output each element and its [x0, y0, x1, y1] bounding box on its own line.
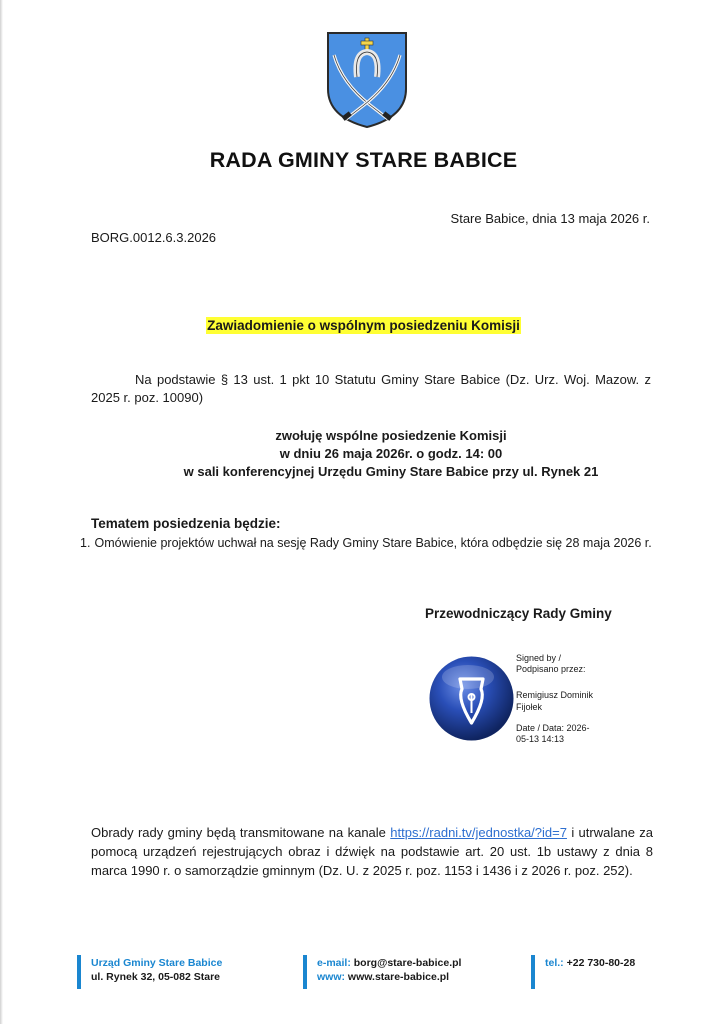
chairman-title: Przewodniczący Rady Gminy	[425, 606, 612, 621]
footer-divider	[77, 955, 81, 989]
reference-number: BORG.0012.6.3.2026	[91, 230, 217, 245]
digital-signature-info	[516, 653, 626, 745]
list-item	[80, 536, 680, 550]
subject-heading	[0, 318, 727, 333]
list-item-number: 1.	[80, 536, 91, 550]
convene-date-line: w dniu 26 maja 2026r. o godz. 14: 00	[279, 446, 503, 461]
coat-of-arms-icon	[326, 31, 408, 129]
footer-contact	[317, 956, 461, 984]
broadcast-text-end: i utrwalane za pomocą urządzeń rejestrujących obraz i dźwięk na podstawie art. 20 ust. 1b ustawy z dnia 8 marca 1990 r. o samorządzie gminnym (Dz. U. z 2025 r. poz. 1153 i 1436 i z 2026 r. poz. 252).	[91, 825, 653, 878]
signature-date-value: 05-13 14:13	[516, 734, 565, 745]
tel-label: tel.:	[545, 957, 564, 969]
signed-by-label: Signed by /	[516, 653, 562, 663]
www-label: www:	[317, 971, 345, 983]
convene-location-line: w sali konferencyjnej Urzędu Gminy Stare Babice przy ul. Rynek 21	[183, 464, 599, 479]
office-name: Urząd Gminy Stare Babice	[91, 957, 223, 969]
list-item-text: Omówienie projektów uchwał na sesję Rady Gminy Stare Babice, która odbędzie się 28 maja 2026 r.	[94, 536, 652, 550]
broadcast-text-start: Obrady rady gminy będą transmitowane na kanale	[91, 825, 391, 840]
broadcast-notice	[91, 823, 653, 880]
council-title: RADA GMINY STARE BABICE	[209, 148, 518, 172]
signature-date-label: Date / Data: 2026-	[516, 722, 590, 733]
topic-heading: Tematem posiedzenia będzie:	[91, 516, 281, 531]
legal-basis-paragraph: Na podstawie § 13 ust. 1 pkt 10 Statutu Gminy Stare Babice (Dz. Urz. Woj. Mazow. z 2025 r. poz. 10090)	[91, 372, 651, 405]
email-value[interactable]: borg@stare-babice.pl	[353, 957, 462, 969]
www-value[interactable]: www.stare-babice.pl	[347, 971, 450, 983]
convene-line: zwołuję wspólne posiedzenie Komisji	[275, 428, 507, 443]
email-label: e-mail:	[317, 957, 351, 969]
footer-phone	[545, 956, 635, 970]
footer-office	[91, 956, 222, 984]
footer-divider	[531, 955, 535, 989]
footer-divider	[303, 955, 307, 989]
convene-block	[91, 427, 691, 481]
office-address: ul. Rynek 32, 05-082 Stare	[91, 971, 220, 983]
place-date: Stare Babice, dnia 13 maja 2026 r.	[450, 211, 650, 226]
tel-value: +22 730-80-28	[566, 957, 636, 969]
signer-name: Remigiusz Dominik	[516, 690, 594, 701]
signer-surname: Fijołek	[516, 701, 543, 712]
subject-text: Zawiadomienie o wspólnym posiedzeniu Komisji	[207, 318, 520, 333]
broadcast-link[interactable]: https://radni.tv/jednostka/?id=7	[390, 825, 567, 840]
signed-by-label-pl: Podpisano przez:	[516, 664, 586, 675]
fountain-pen-seal-icon	[428, 655, 515, 742]
topic-list	[80, 536, 680, 550]
